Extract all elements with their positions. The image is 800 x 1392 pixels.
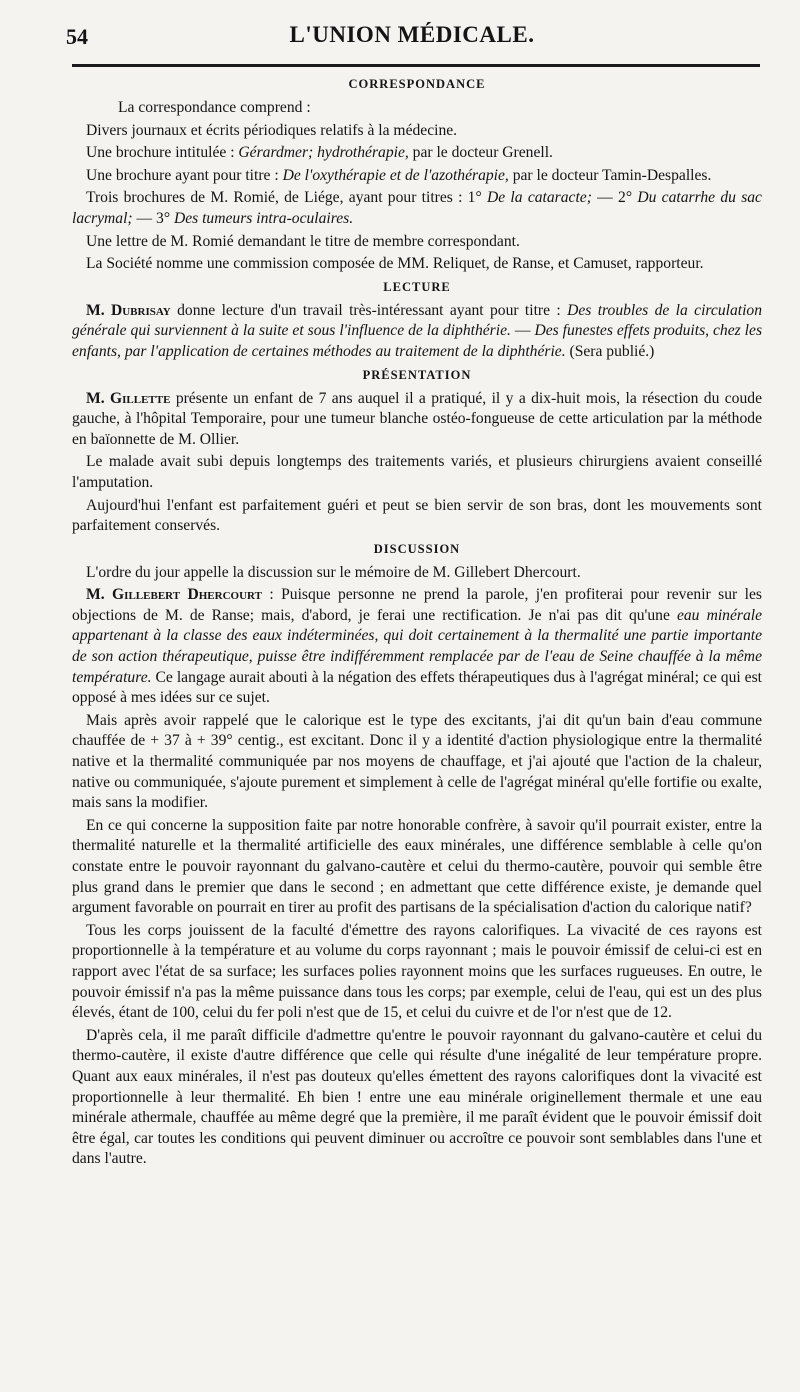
italic-title: De la cataracte; bbox=[486, 189, 592, 207]
section-heading-lecture: LECTURE bbox=[383, 279, 451, 294]
paragraph bbox=[72, 232, 762, 253]
paragraph-text: Une brochure intitulée : bbox=[86, 144, 239, 162]
paragraph bbox=[72, 711, 762, 814]
italic-title: De l'oxythérapie et de l'azothérapie, bbox=[282, 166, 509, 184]
paragraph-text: Une lettre de M. Romié demandant le titre de membre correspondant. bbox=[86, 232, 520, 250]
italic-title: Des tumeurs intra-oculaires. bbox=[173, 209, 354, 227]
page-body bbox=[72, 72, 762, 1172]
page-number: 54 bbox=[66, 24, 88, 49]
italic-quote: eau minérale appartenant à la classe des eaux indéterminées, qui doit certainement à la thermalité une partie importante de son action thérapeutique, puisse être indifféremment remplacée par de l'eau de Seine chauffée à la même température. bbox=[72, 606, 762, 686]
paragraph-text: Ce langage aurait abouti à la négation des effets thérapeutiques dus à l'agrégat minéral; ce qui est opposé à mes idées sur ce sujet. bbox=[72, 668, 762, 707]
paragraph-text: Mais après avoir rappelé que le calorique est le type des excitants, j'ai dit qu'un bain d'eau commune chauffée de + 37 à + 39° centig., est excitant. Donc il y a identité d'action physiologique entre la thermalité native et la thermalité communiquée par nos moyens de chauffage, et j'ai ajouté que l'action de la chaleur, native ou communiquée, s'ajoute purement et simplement à celle de l'agrégat minéral qu'elle fortifie ou exalte, mais sans la modifier. bbox=[72, 711, 762, 812]
speaker-name: M. Dubrisay bbox=[86, 301, 171, 319]
paragraph-text: : Puisque personne ne prend la parole, j'en profiterai pour revenir sur les objections de M. de Ranse; mais, d'abord, je ferai une rectification. Je n'ai pas dit qu'une bbox=[72, 586, 762, 624]
speaker-name: M. Gillette bbox=[86, 389, 171, 407]
paragraph-text: D'après cela, il me paraît difficile d'admettre qu'entre le pouvoir rayonnant du galvano-cautère et celui du thermo-cautère, il existe d'autre différence que celle qui résulte d'une inégalité de leur température propre. Quant aux eaux minérales, il n'est pas douteux qu'elles émettent des rayons calorifiques dont la vivacité est proportionnelle à leur thermalité. Eh bien ! entre une eau minérale originellement thermale et une eau minérale athermale, chauffée au même degré que la première, il me paraît évident que le pouvoir émissif doit être égal, car toutes les conditions qui peuvent diminuer ou accroître ce pouvoir sont semblables dans l'une et dans l'autre. bbox=[72, 1026, 762, 1168]
paragraph bbox=[72, 816, 762, 919]
paragraph bbox=[72, 143, 762, 164]
speaker-name: M. Gillebert Dhercourt bbox=[86, 586, 262, 604]
italic-title: Gérardmer; hydrothérapie, bbox=[238, 144, 409, 162]
section-heading-correspondance: CORRESPONDANCE bbox=[348, 77, 486, 91]
paragraph-text: — 3° bbox=[132, 209, 174, 227]
paragraph bbox=[72, 98, 762, 119]
paragraph-text: présente un enfant de 7 ans auquel il a pratiqué, il y a dix-huit mois, la résection du coude gauche, à l'hôpital Temporaire, pour une tumeur blanche ostéo-fongueuse de cette articulation par la méthode en baïonnette de M. Ollier. bbox=[72, 389, 762, 448]
paragraph-text: En ce qui concerne la supposition faite par notre honorable confrère, à savoir qu'il pourrait exister, entre la thermalité naturelle et la thermalité artificielle des eaux minérales, une différence semblable à celle qu'on constate entre le pouvoir rayonnant du galvano-cautère et celui du thermo-cautère, pouvoir qui semble être plus grand dans le premier que dans le second ; en admettant que cette différence existe, je demande quel argument favorable on pourrait en tirer au profit des partisans de la spécialisation d'action du calorique natif? bbox=[72, 816, 762, 917]
italic-title: Des funestes effets produits, chez les enfants, par l'application de certaines méthodes au traitement de la diphthérie. bbox=[72, 322, 763, 360]
paragraph bbox=[72, 121, 762, 142]
paragraph bbox=[72, 166, 762, 187]
italic-title: Du catarrhe du sac lacrymal; bbox=[72, 189, 762, 227]
paragraph-text: par le docteur Grenell. bbox=[408, 144, 553, 162]
paragraph-text: Une brochure ayant pour titre : bbox=[86, 166, 283, 184]
paragraph-text: Tous les corps jouissent de la faculté d'émettre des rayons calorifiques. La vivacité de ces rayons est proportionnelle à la température et au volume du corps rayonnant ; mais le pouvoir émissif de celui-ci est en rapport avec l'état de sa surface; les surfaces polies rayonnent moins que les surfaces rugueuses. En outre, le pouvoir émissif n'a pas la même puissance dans tous les corps; par exemple, celui de l'eau, qui est un des plus élevés, étant de 100, celui du fer poli n'est que de 15, et celui du cuivre et de l'or n'est que de 12. bbox=[72, 921, 762, 1022]
paragraph bbox=[72, 188, 762, 229]
section-heading-discussion: DISCUSSION bbox=[373, 541, 461, 556]
paragraph-text: Divers journaux et écrits périodiques relatifs à la médecine. bbox=[86, 121, 458, 139]
paragraph-text: (Sera publié.) bbox=[565, 342, 655, 360]
paragraph-text: La Société nomme une commission composée de MM. Reliquet, de Ranse, et Camuset, rapporteur. bbox=[86, 255, 704, 273]
paragraph-text: — 2° bbox=[591, 189, 638, 207]
italic-title: Des troubles de la circulation générale qui surviennent à la suite et sous l'influence de la diphthérie. bbox=[72, 301, 763, 340]
journal-title: L'UNION MÉDICALE. bbox=[289, 22, 535, 47]
paragraph-text: La correspondance comprend : bbox=[118, 99, 311, 116]
paragraph bbox=[72, 301, 762, 363]
paragraph bbox=[72, 389, 762, 451]
paragraph-text: donne lecture d'un travail très-intéressant ayant pour titre : bbox=[170, 301, 568, 319]
paragraph bbox=[72, 921, 762, 1024]
paragraph bbox=[72, 585, 762, 709]
header-rule bbox=[72, 64, 760, 67]
paragraph-text: par le docteur Tamin-Despalles. bbox=[508, 166, 712, 184]
paragraph-text: Aujourd'hui l'enfant est parfaitement guéri et peut se bien servir de son bras, dont les mouvements sont parfaitement conservés. bbox=[72, 496, 762, 535]
section-heading-presentation: PRÉSENTATION bbox=[362, 367, 472, 382]
paragraph bbox=[72, 254, 762, 275]
paragraph-text: L'ordre du jour appelle la discussion sur le mémoire de M. Gillebert Dhercourt. bbox=[86, 563, 581, 581]
paragraph-text: Le malade avait subi depuis longtemps des traitements variés, et plusieurs chirurgiens avaient conseillé l'amputation. bbox=[72, 453, 762, 491]
paragraph bbox=[72, 1026, 762, 1170]
paragraph-text: — bbox=[510, 322, 535, 340]
page-header bbox=[64, 20, 760, 60]
paragraph bbox=[72, 563, 762, 584]
paragraph bbox=[72, 496, 762, 537]
paragraph bbox=[72, 452, 762, 493]
paragraph-text: Trois brochures de M. Romié, de Liége, ayant pour titres : 1° bbox=[86, 189, 487, 207]
